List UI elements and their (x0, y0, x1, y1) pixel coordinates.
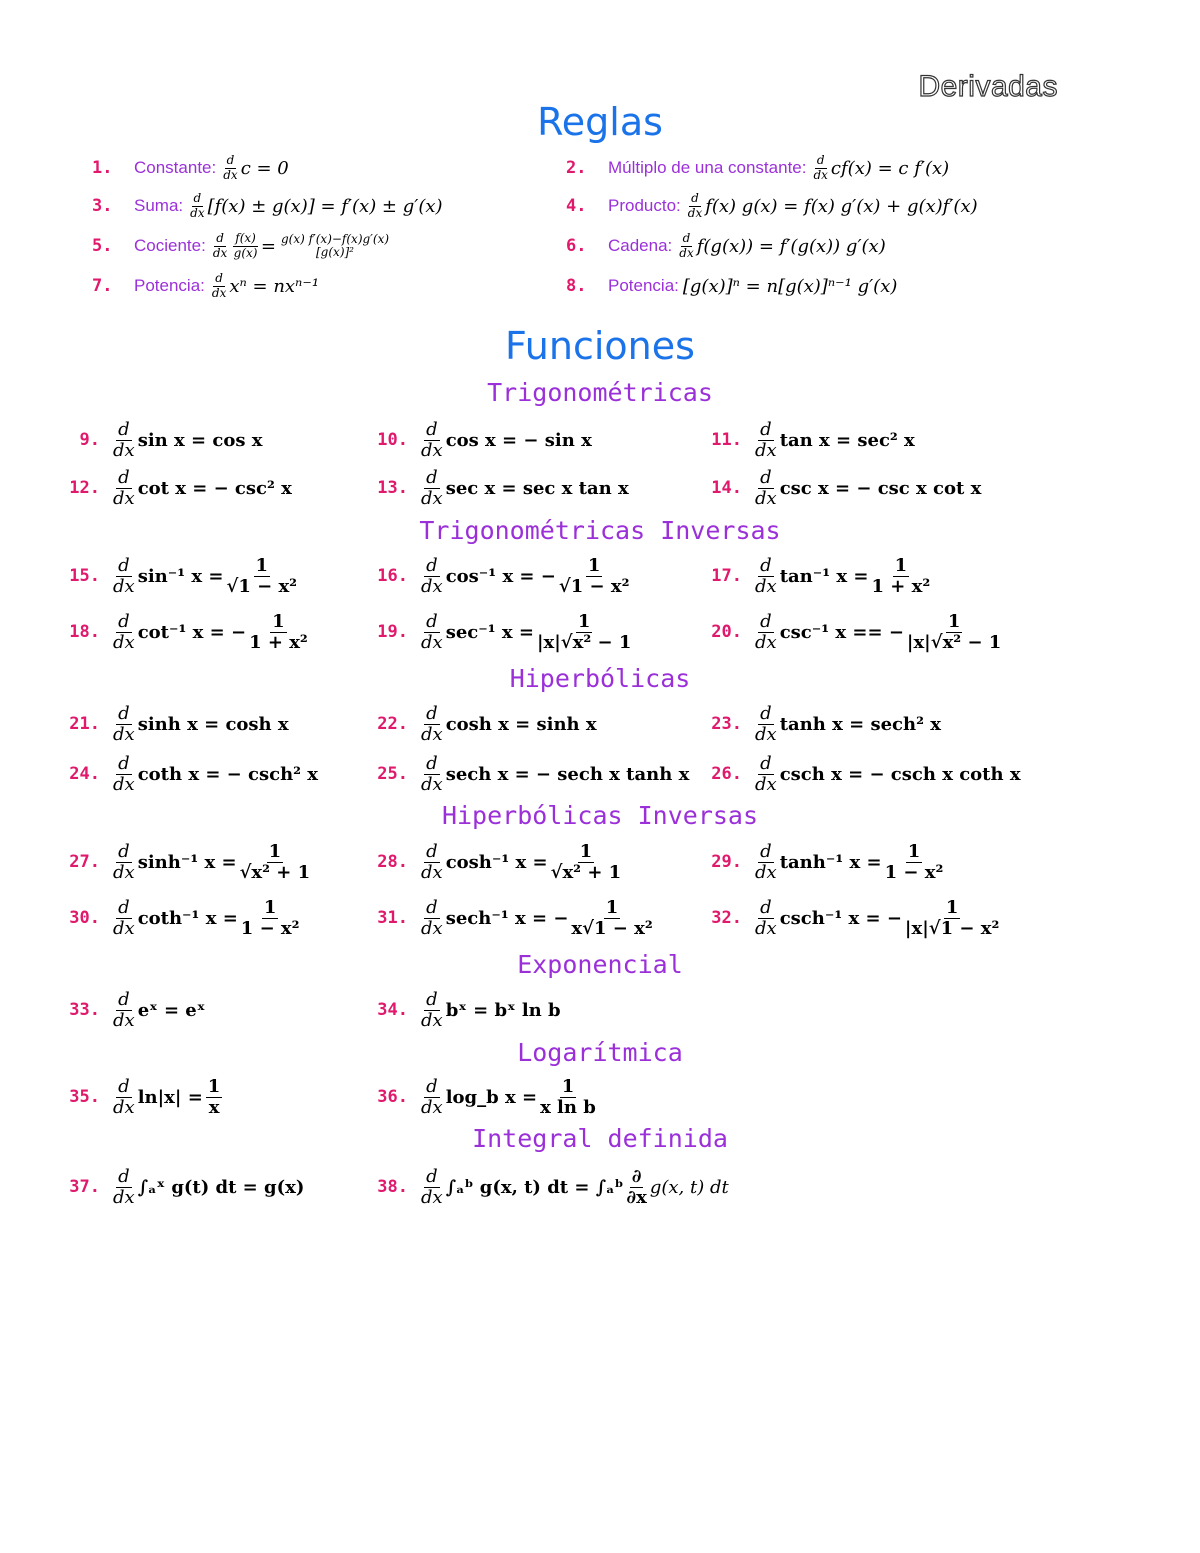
formula-9 (60, 418, 262, 462)
formula-21 (60, 702, 289, 746)
derivative-operator: $\frac{d}{dx}$ (755, 466, 777, 509)
result-fraction: $\frac{1}{\text{|x|√x² − 1}}$ (536, 610, 632, 653)
derivative-operator: $\frac{d}{dx}$ (421, 610, 443, 653)
document-title: Derivadas (918, 70, 1058, 103)
rule-label: Cadena: (608, 236, 673, 255)
derivative-operator: $\frac{d}{dx}$ (113, 840, 135, 883)
result-fraction: $\frac{1}{\text{x ln b}}$ (540, 1075, 596, 1118)
formula-expression: coth x = − csch² x (137, 763, 319, 785)
derivative-operator: $\frac{d}{dx}$ (755, 896, 777, 939)
formula-expression: sinh⁻¹ x = (137, 851, 237, 873)
rule-formula: cf(x) = c f′(x) (830, 157, 950, 179)
derivative-operator: $\frac{d}{dx}$ (113, 988, 135, 1031)
rule-formula: [f(x) ± g(x)] = f′(x) ± g′(x) (207, 195, 443, 217)
result-fraction: $\frac{1}{\text{√1 − x²}}$ (226, 554, 298, 597)
derivative-operator: $\frac{d}{dx}$ (113, 1165, 135, 1208)
formula-expression: cot x = − csc² x (137, 477, 292, 499)
formula-24 (60, 752, 318, 796)
formula-18 (60, 610, 311, 654)
rule-number: 3. (92, 196, 113, 216)
formula-expression: csch⁻¹ x = − (779, 907, 902, 929)
formula-number: 26. (711, 764, 742, 784)
formula-35 (60, 1075, 225, 1119)
result-fraction: $\frac{1}{\text{1 + x²}}$ (871, 554, 931, 597)
formula-number: 9. (79, 430, 100, 450)
formula-number: 31. (377, 908, 408, 928)
derivative-operator: $\frac{d}{dx}$ (421, 1165, 443, 1208)
derivative-operator: $\frac{d}{dx}$ (687, 191, 703, 220)
formula-number: 18. (69, 622, 100, 642)
rule-label: Cociente: (134, 236, 206, 255)
result-fraction: $\frac{1}{\text{√x² + 1}}$ (550, 840, 622, 883)
derivative-operator: $\frac{d}{dx}$ (211, 271, 227, 300)
derivative-operator: $\frac{d}{dx}$ (113, 702, 135, 745)
formula-expression: csch x = − csch x coth x (779, 763, 1021, 785)
formula-number: 32. (711, 908, 742, 928)
formula-number: 27. (69, 852, 100, 872)
formula-expression: cos⁻¹ x = − (445, 565, 556, 587)
formula-36 (368, 1075, 599, 1119)
derivative-operator: $\frac{d}{dx}$ (421, 554, 443, 597)
rule-number: 5. (92, 236, 113, 256)
rule-number: 6. (566, 236, 587, 256)
formula-33 (60, 988, 205, 1032)
formula-number: 24. (69, 764, 100, 784)
formula-expression: cot⁻¹ x = − (137, 621, 247, 643)
formula-number: 19. (377, 622, 408, 642)
formula-25 (368, 752, 689, 796)
rule-formula: c = 0 (240, 157, 289, 179)
subsection-hiperbolicas: Hiperbólicas (509, 664, 691, 693)
derivative-operator: $\frac{d}{dx}$ (755, 610, 777, 653)
formula-expression: sinh x = cosh x (137, 713, 289, 735)
rule-formula: [g(x)]ⁿ = n[g(x)]ⁿ⁻¹ g′(x) (682, 275, 898, 297)
derivative-operator: $\frac{d}{dx}$ (113, 1075, 135, 1118)
derivative-operator: $\frac{d}{dx}$ (113, 554, 135, 597)
formula-number: 36. (377, 1087, 408, 1107)
formula-number: 13. (377, 478, 408, 498)
formula-number: 33. (69, 1000, 100, 1020)
formula-number: 15. (69, 566, 100, 586)
rule-formula: f(x) g(x) = f(x) g′(x) + g(x)f′(x) (705, 195, 978, 217)
formula-number: 37. (69, 1177, 100, 1197)
formula-10 (368, 418, 592, 462)
result-fraction: $\frac{1}{\text{1 − x²}}$ (884, 840, 944, 883)
formula-26 (702, 752, 1021, 796)
rule-6 (566, 224, 886, 268)
formula-22 (368, 702, 597, 746)
derivative-operator: $\frac{d}{dx}$ (421, 988, 443, 1031)
formula-expression: sec x = sec x tan x (445, 477, 629, 499)
formula-16 (368, 554, 632, 598)
rule-number: 4. (566, 196, 587, 216)
formula-number: 34. (377, 1000, 408, 1020)
formula-28 (368, 840, 624, 884)
derivative-operator: $\frac{d}{dx}$ (421, 896, 443, 939)
rule-number: 8. (566, 276, 587, 296)
subsection-logaritmica: Logarítmica (517, 1038, 683, 1067)
rule-number: 2. (566, 158, 587, 178)
subsection-trigonometricas: Trigonométricas (487, 378, 713, 407)
formula-number: 23. (711, 714, 742, 734)
result-fraction: $\frac{1}{\text{1 − x²}}$ (240, 896, 300, 939)
derivative-operator: $\frac{d}{dx}$ (813, 153, 828, 182)
formula-number: 11. (711, 430, 742, 450)
derivative-operator: $\frac{d}{dx}$ (421, 752, 443, 795)
formula-number: 38. (377, 1177, 408, 1197)
formula-30 (60, 896, 303, 940)
formula-expression: ∫ₐᵇ g(x, t) dt = ∫ₐᵇ (445, 1176, 624, 1198)
formula-expression: sech⁻¹ x = − (445, 907, 569, 929)
formula-number: 28. (377, 852, 408, 872)
derivative-operator: $\frac{d}{dx}$ (755, 554, 777, 597)
result-fraction: $\frac{\partial}{\partial x}$ (626, 1165, 647, 1208)
formula-expression: cos x = − sin x (445, 429, 592, 451)
result-fraction: $\frac{1}{\text{√1 − x²}}$ (558, 554, 630, 597)
result-fraction: $\frac{1}{\text{|x|√1 − x²}}$ (904, 896, 1000, 939)
formula-number: 14. (711, 478, 742, 498)
subsection-exponencial: Exponencial (517, 950, 683, 979)
rule-formula: f(g(x)) = f′(g(x)) g′(x) (696, 235, 886, 257)
formula-31 (368, 896, 656, 940)
formula-27 (60, 840, 313, 884)
rule-7 (92, 264, 319, 308)
formula-expression: tanh⁻¹ x = (779, 851, 882, 873)
rule-label: Suma: (134, 196, 184, 215)
rule-label: Múltiplo de una constante: (608, 158, 807, 177)
rule-label: Producto: (608, 196, 681, 215)
quotient-fraction: $\frac{f(x)}{g(x)}$ (233, 231, 258, 260)
formula-expression: csc⁻¹ x == − (779, 621, 904, 643)
rule-8 (566, 264, 897, 308)
formula-expression: sin⁻¹ x = (137, 565, 224, 587)
section-title-funciones: Funciones (505, 324, 695, 368)
formula-expression: tan⁻¹ x = (779, 565, 869, 587)
formula-expression: eˣ = eˣ (137, 999, 206, 1021)
formula-34 (368, 988, 561, 1032)
derivative-operator: $\frac{d}{dx}$ (212, 231, 228, 260)
derivative-operator: $\frac{d}{dx}$ (190, 191, 205, 220)
formula-11 (702, 418, 915, 462)
formula-number: 20. (711, 622, 742, 642)
formula-expression: ∫ₐˣ g(t) dt = g(x) (137, 1176, 305, 1198)
formula-tail: g(x, t) dt (649, 1176, 729, 1198)
derivative-operator: $\frac{d}{dx}$ (755, 702, 777, 745)
rule-3 (92, 184, 443, 228)
subsection-hiperbolicas-inversas: Hiperbólicas Inversas (441, 801, 759, 830)
formula-expression: sec⁻¹ x = (445, 621, 534, 643)
quotient-result: g(x) f′(x)−f(x)g′(x) [g(x)]² (280, 231, 390, 259)
formula-expression: ln|x| = (137, 1086, 203, 1108)
formula-expression: log_b x = (445, 1086, 538, 1108)
rule-number: 1. (92, 158, 113, 178)
formula-number: 29. (711, 852, 742, 872)
subsection-integral-definida: Integral definida (472, 1124, 728, 1153)
derivative-operator: $\frac{d}{dx}$ (421, 418, 443, 461)
formula-expression: tanh x = sech² x (779, 713, 941, 735)
derivative-operator: $\frac{d}{dx}$ (421, 466, 443, 509)
rule-5: 5. Cociente: $\frac{d}{dx}$ $\frac{f(x)}{g(x)}$ = g(x) f′(x)−f(x)g′(x) [g(x)]² (92, 231, 390, 260)
formula-number: 22. (377, 714, 408, 734)
derivative-operator: $\frac{d}{dx}$ (755, 840, 777, 883)
derivative-operator: $\frac{d}{dx}$ (421, 840, 443, 883)
rule-formula: xⁿ = nxⁿ⁻¹ (229, 275, 320, 297)
derivative-operator: $\frac{d}{dx}$ (755, 418, 777, 461)
formula-number: 17. (711, 566, 742, 586)
formula-13 (368, 466, 629, 510)
formula-23 (702, 702, 941, 746)
formula-expression: tan x = sec² x (779, 429, 915, 451)
formula-number: 16. (377, 566, 408, 586)
formula-number: 10. (377, 430, 408, 450)
rule-label: Potencia: (608, 276, 679, 295)
formula-expression: sech x = − sech x tanh x (445, 763, 690, 785)
formula-14 (702, 466, 981, 510)
formula-number: 30. (69, 908, 100, 928)
formula-number: 35. (69, 1087, 100, 1107)
formula-19 (368, 610, 634, 654)
formula-12 (60, 466, 292, 510)
formula-number: 21. (69, 714, 100, 734)
derivative-operator: $\frac{d}{dx}$ (113, 466, 135, 509)
section-title-reglas: Reglas (537, 100, 663, 144)
formula-20 (702, 610, 1004, 654)
subsection-trigonometricas-inversas: Trigonométricas Inversas (419, 516, 781, 545)
derivative-operator: $\frac{d}{dx}$ (113, 896, 135, 939)
derivative-operator: $\frac{d}{dx}$ (679, 231, 694, 260)
result-fraction: $\frac{1}{\text{|x|√x² − 1}}$ (906, 610, 1002, 653)
result-fraction: $\frac{1}{\text{x√1 − x²}}$ (571, 896, 653, 939)
rule-label: Constante: (134, 158, 217, 177)
derivative-operator: $\frac{d}{dx}$ (421, 1075, 443, 1118)
derivative-operator: $\frac{d}{dx}$ (223, 153, 238, 182)
formula-expression: cosh x = sinh x (445, 713, 597, 735)
formula-expression: cosh⁻¹ x = (445, 851, 548, 873)
formula-number: 25. (377, 764, 408, 784)
formula-number: 12. (69, 478, 100, 498)
derivative-operator: $\frac{d}{dx}$ (755, 752, 777, 795)
formula-32 (702, 896, 1002, 940)
result-fraction: $\frac{1}{\text{√x² + 1}}$ (239, 840, 311, 883)
derivative-operator: $\frac{d}{dx}$ (113, 752, 135, 795)
result-fraction: $\frac{1}{x}$ (207, 1075, 221, 1118)
formula-17 (702, 554, 933, 598)
formula-38 (368, 1165, 729, 1209)
formula-expression: csc x = − csc x cot x (779, 477, 982, 499)
derivative-operator: $\frac{d}{dx}$ (113, 418, 135, 461)
result-fraction: $\frac{1}{\text{1 + x²}}$ (249, 610, 308, 653)
formula-29 (702, 840, 946, 884)
formula-15 (60, 554, 300, 598)
derivative-operator: $\frac{d}{dx}$ (113, 610, 135, 653)
rule-4 (566, 184, 978, 228)
formula-37 (60, 1165, 304, 1209)
derivative-operator: $\frac{d}{dx}$ (421, 702, 443, 745)
formula-expression: sin x = cos x (137, 429, 263, 451)
rule-label: Potencia: (134, 276, 205, 295)
formula-expression: bˣ = bˣ ln b (445, 999, 561, 1021)
rule-number: 7. (92, 276, 113, 296)
formula-expression: coth⁻¹ x = (137, 907, 238, 929)
